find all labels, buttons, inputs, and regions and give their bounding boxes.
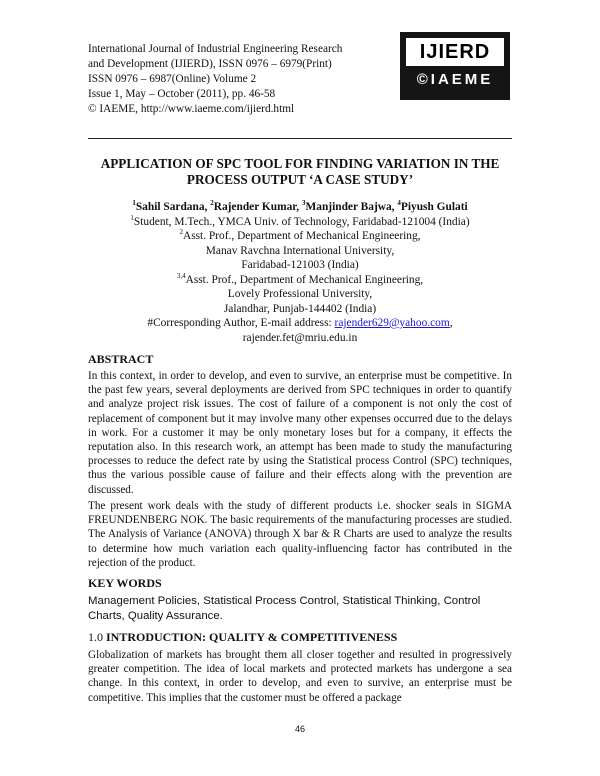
corresponding-email-2: rajender.fet@mriu.edu.in [242, 331, 358, 344]
abstract-paragraph-1: In this context, in order to develop, and even to survive, an enterprise must be competitive. In the past few years, several deployments are derived from SPC techniques in order to quantify and analyze project risk issues. The cost of failure of a component is not only the cost of replacement of component but it may involve many other expenses occurred due to the delays in work. For a customer it may be only monetary loses but for a company, it effects the reputation also. In this research work, an attempt has been made to study the manufacturing processes to reduce the defect rate by using the Statistical process Control (SPC) techniques, thus the various possible cause of failure and their effects along with the prevention are discussed. [88, 370, 512, 496]
aff-sup: 1 [130, 213, 134, 222]
aff-sup: 3,4 [176, 271, 186, 280]
journal-header [88, 42, 388, 117]
author-name: Rajender Kumar, [213, 201, 302, 213]
corresponding-author [80, 316, 520, 331]
aff-sup: 2 [179, 228, 183, 237]
page-number: 46 [294, 724, 305, 734]
intro-heading-text: INTRODUCTION: QUALITY & COMPETITIVENESS [106, 630, 398, 644]
author-block [80, 200, 520, 345]
affiliation-2-line3: Faridabad-121003 (India) [241, 259, 359, 271]
paper-title: APPLICATION OF SPC TOOL FOR FINDING VARIATION IN THE PROCESS OUTPUT ‘A CASE STUDY’ [100, 156, 500, 187]
aff-text: Student, M.Tech., YMCA Univ. of Technology, Faridabad-121004 (India) [133, 215, 470, 228]
affiliation-3 [80, 273, 520, 288]
affiliation-3-line2: Lovely Professional University, [227, 288, 373, 300]
affiliation-1 [80, 215, 520, 230]
aff-text: Asst. Prof., Department of Mechanical Engineering, [185, 273, 424, 286]
intro-heading [88, 630, 397, 645]
header-line: Issue 1, May – October (2011), pp. 46-58 [88, 88, 276, 100]
keywords-text: Management Policies, Statistical Process Control, Statistical Thinking, Control Charts, Quality Assurance. [88, 595, 481, 622]
abstract-paragraph-2: The present work deals with the study of different products i.e. shocker seals in SIGMA FREUNDENBERG NOK. The basic requirements of the manufacturing processes are studied. The Analysis of Variance (ANOVA) through X bar & R Charts are used to analyze the results to determine how much variation each quality-influencing factor has contributed in the rejection of the product. [88, 500, 512, 569]
author-sup: 4 [397, 199, 401, 208]
header-line: and Development (IJIERD), ISSN 0976 – 6979(Print) [88, 58, 332, 70]
aff-text: Asst. Prof., Department of Mechanical Engineering, [182, 230, 421, 242]
journal-logo [400, 32, 510, 100]
affiliation-2-line2: Manav Ravchna International University, [205, 244, 395, 257]
corr-label: #Corresponding Author, E-mail address: [147, 317, 335, 329]
logo-top-text: IJIERD [406, 38, 504, 66]
author-sup: 1 [132, 199, 136, 208]
email-link[interactable]: rajender629@yahoo.com [334, 317, 450, 329]
intro-heading-number: 1.0 [88, 630, 106, 644]
author-sup: 2 [210, 199, 214, 208]
author-sup: 3 [302, 199, 306, 208]
keywords-heading: KEY WORDS [88, 576, 162, 590]
affiliation-3-line3: Jalandhar, Punjab-144402 (India) [223, 302, 377, 315]
logo-bottom-text: ©IAEME [416, 71, 494, 88]
affiliation-2 [80, 229, 520, 244]
author-name: Piyush Gulati [400, 201, 468, 213]
header-line: ISSN 0976 – 6987(Online) Volume 2 [88, 73, 257, 85]
header-divider [88, 138, 512, 139]
intro-paragraph: Globalization of markets has brought them all closer together and resulted in progressively greater competition. The idea of local markets and protected markets has undergone a sea change. In this context, in order to develop, and even to survive, an enterprise must be competitive. This implies that the customer must be offered a package [88, 649, 512, 704]
header-line: International Journal of Industrial Engineering Research [88, 43, 343, 55]
author-names [80, 200, 520, 215]
header-line: © IAEME, http://www.iaeme.com/ijierd.html [88, 103, 295, 115]
author-name: Sahil Sardana, [135, 201, 211, 213]
abstract-heading: ABSTRACT [88, 352, 154, 366]
author-name: Manjinder Bajwa, [305, 201, 398, 213]
corr-comma: , [449, 317, 453, 329]
